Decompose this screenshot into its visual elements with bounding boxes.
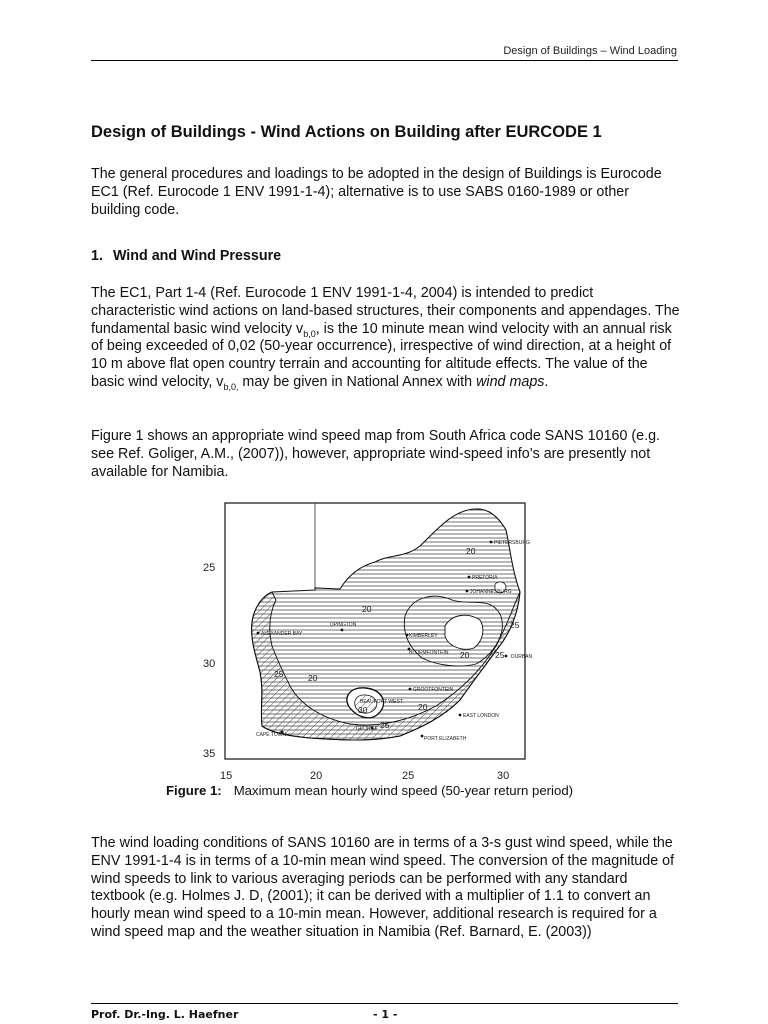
- city-label: CAPE TOWN: [256, 732, 287, 738]
- city-label: GROOTFONTEIN: [413, 687, 454, 693]
- figure-reference-paragraph: Figure 1 shows an appropriate wind speed map from South Africa code SANS 10160 (e.g. see Ref. Goliger, A.M., (2007)), however, appropriate wind-speed info’s are presently not available for Namibia.: [91, 428, 661, 480]
- p2-part-b: , is the 10 minute mean wind velocity with an annual risk of being exceeded of 0,02 (50-year occurrence), irrespective of wind direction, at a height of 10 m above flat open country terrain and accounting for altitude effects. The value of the basic wind velocity, v: [91, 320, 672, 390]
- p2-part-d: .: [544, 373, 549, 390]
- p2-part-c: may be given in National Annex with: [238, 373, 477, 390]
- y-tick-label: 30: [203, 658, 216, 670]
- document-title: Design of Buildings - Wind Actions on Building after EURCODE 1: [91, 123, 602, 141]
- page-number: - 1 -: [373, 1008, 398, 1021]
- running-header: Design of Buildings – Wind Loading: [503, 45, 677, 57]
- contour-label: 20: [466, 546, 476, 556]
- contour-label: 25: [380, 720, 390, 730]
- city-dot: [409, 688, 412, 691]
- footer-rule: [91, 1003, 678, 1004]
- city-label: GEORGE: [356, 726, 378, 732]
- figure-caption-text: Maximum mean hourly wind speed (50-year return period): [233, 783, 574, 798]
- header-rule: [91, 60, 678, 61]
- city-label: BEAUFORT WEST: [360, 699, 403, 705]
- city-dot: [466, 590, 469, 593]
- lesotho-outline: [445, 615, 483, 649]
- city-dot: [421, 735, 424, 738]
- section-heading: [91, 248, 281, 264]
- footer-author: Prof. Dr.-Ing. L. Haefner: [91, 1008, 239, 1021]
- city-label: ALEXANDER BAY: [261, 631, 303, 637]
- y-tick-label: 35: [203, 748, 216, 760]
- city-dot: [257, 632, 260, 635]
- contour-label: 25: [495, 650, 505, 660]
- x-tick-label: 30: [497, 770, 510, 782]
- city-label: KIMBERLEY: [409, 633, 438, 639]
- contour-label: 25: [274, 669, 284, 679]
- y-axis-ticks: [203, 562, 215, 760]
- contour-label: 30: [358, 705, 368, 715]
- city-dot: [459, 714, 462, 717]
- p2-italic: wind maps: [476, 373, 545, 390]
- figure-caption: [166, 783, 573, 798]
- city-dot: [505, 655, 508, 658]
- x-tick-label: 15: [220, 770, 233, 782]
- section-title: Wind and Wind Pressure: [112, 248, 282, 264]
- city-label: DURBAN: [511, 654, 533, 660]
- city-label: JOHANNESBURG: [470, 589, 512, 595]
- p2-sub2: b,0,: [223, 381, 239, 392]
- contour-label: 20: [418, 702, 428, 712]
- city-label: PORT ELIZABETH: [424, 736, 467, 742]
- wind-pressure-paragraph: [91, 285, 681, 392]
- p2-sub1: b,0: [303, 328, 316, 339]
- contour-label: 20: [362, 604, 372, 614]
- y-tick-label: 25: [203, 562, 216, 574]
- p2-part-a: The EC1, Part 1-4 (Ref. Eurocode 1 ENV 1991-1-4, 2004) is intended to predict characteristic wind actions on land-based structures, their components and appendages. The fundamental basic wind velocity v: [91, 285, 680, 337]
- city-dot: [490, 541, 493, 544]
- city-dot: [341, 629, 344, 632]
- wind-speed-map: [190, 496, 533, 784]
- city-dot: [468, 576, 471, 579]
- city-dot: [406, 634, 409, 637]
- figure-label: Figure 1:: [166, 783, 222, 798]
- city-label: PIETERSBURG: [494, 540, 530, 546]
- contour-label: 25: [510, 620, 520, 630]
- city-label: EAST LONDON: [463, 713, 499, 719]
- city-label: UPINGTON: [330, 622, 357, 628]
- contour-label: 20: [308, 673, 318, 683]
- x-tick-label: 20: [310, 770, 323, 782]
- x-tick-label: 25: [402, 770, 415, 782]
- x-axis-ticks: [220, 770, 509, 782]
- section-number: 1.: [91, 248, 103, 264]
- contour-label: 20: [460, 650, 470, 660]
- intro-paragraph: The general procedures and loadings to be adopted in the design of Buildings is Eurocode EC1 (Ref. Eurocode 1 ENV 1991-1-4); alternative is to use SABS 0160-1989 or other building code.: [91, 166, 662, 218]
- city-label: BLOEMFONTEIN: [409, 650, 449, 656]
- conversion-paragraph: The wind loading conditions of SANS 10160 are in terms of a 3-s gust wind speed, while the ENV 1991-1-4 is in terms of a 10-min mean wind speed. The conversion of the magnitude of wind speeds to link to various averaging periods can be performed with any standard textbook (e.g. Holmes J. D, (2001); it can be derived with a multiplier of 1.1 to convert an hourly mean wind speed to a 10-min mean. However, additional research is required for a wind speed map and the weather situation in Namibia (Ref. Barnard, E. (2003)): [91, 835, 675, 940]
- city-label: PRETORIA: [472, 575, 498, 581]
